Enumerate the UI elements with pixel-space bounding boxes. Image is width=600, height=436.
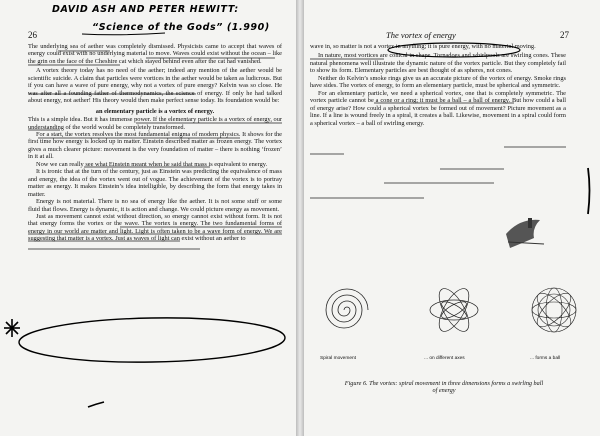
ball-drawing xyxy=(532,288,576,332)
figure-label: ... forms a ball xyxy=(530,356,561,361)
asterisk-mark xyxy=(4,319,20,337)
paragraph: Just as movement cannot exist without direction, so energy cannot exist without form. It is not that energy forms the vortex or the wave. The vortex is energy. The two fundamental forms of energy in our world are matter and light. Light is often taken to be a wave form of energy. We are suggesting that matter is a vortex. Just as waves of light can exist without an aether to xyxy=(28,212,282,243)
paragraph: wave in, so matter is not a vortex in anything; it is pure energy, with no material moving. xyxy=(310,43,536,50)
left-page-number: 26 xyxy=(28,30,37,40)
paragraph: For a start, the vortex resolves the most fundamental enigma of modern physics. It shows for the first time how energy is locked up in matter. Einstein described matter as frozen energy. The vortex gives a much clearer picture: movement is the very foundation of matter – there is nothing ‘frozen’ in it at all. xyxy=(28,130,282,161)
paragraph: This is a simple idea. But it has immense power. If the elementary particle is a vortex of energy, our understanding of the world would be completely transformed. xyxy=(28,116,282,131)
figure-label: Spiral movement xyxy=(320,356,356,361)
right-page-number: 27 xyxy=(560,30,569,40)
tornado-sketch xyxy=(500,214,550,254)
figure-label: ... on different axes xyxy=(424,356,465,361)
paragraph: In nature, most vortices are conical in shape. Tornadoes and whirlpools are swirling cones. These natural phenomena well illustrate the dynamic nature of the vortex particle. But they completely fail to show its form. Elementary particles are best thought of as spheres, not cones. xyxy=(310,52,566,75)
book-gutter xyxy=(296,0,304,436)
right-page xyxy=(304,0,600,436)
spiral-drawing xyxy=(326,289,368,328)
handwritten-authors: DAVID ASH AND PETER HEWITT: xyxy=(52,4,239,15)
key-statement: an elementary particle is a vortex of energy. xyxy=(95,107,215,115)
paragraph: Energy is not material. There is no sea of energy like the aether. It is not some stuff or some fluid that flows. Energy is dynamic, it is action and change. We could picture energy as movement. xyxy=(28,198,282,213)
paragraph: Now we can really see what Einstein meant when he said that mass is equivalent to energy. xyxy=(36,160,268,168)
paragraph: A vortex theory today has no need of the aether; indeed any mention of the aether would be scientific suicide. A claim that particles were vortices in the aether would be taken as ludicrous. But if you can have a wave of pure energy, why not a vortex of pure energy? Kelvin was so close. He was after all a founding father of thermodynamics, the science of energy. If only he had talked about energy, not aether! His theory would then make perfect sense today. Its foundation would be: xyxy=(28,67,282,105)
paragraph: It is ironic that at the turn of the century, just as Einstein was predicting the equivalence of mass and energy, the idea of the vortex went out of vogue. The achievement of the vortex is to portray matter as energy. It makes Einstein’s idea intelligible, by describing the form that energy takes in matter. xyxy=(28,168,282,198)
left-pen-annotations xyxy=(0,0,296,436)
figure-caption: Figure 6. The vortex: spiral movement in three dimensions forms a swirling ball of energy xyxy=(344,380,544,395)
paragraph: The underlying sea of aether was completely dismissed. Physicists came to accept that waves of energy could exist with no underlying material to move. Waves could exist without the ocean – like the grin on the face of the Cheshire cat which stayed behind even after the cat had vanished. xyxy=(28,43,282,65)
paragraph: Neither do Kelvin’s smoke rings give us an accurate picture of the vortex of energy. Smoke rings have sides. The vortex of energy, to form an elementary particle, must be spherical and symmetric. xyxy=(310,74,566,90)
handwritten-book-title: “Science of the Gods” (1.990) xyxy=(92,22,270,33)
running-head: The vortex of energy xyxy=(386,30,456,40)
left-page xyxy=(0,0,296,436)
crossed-loops-drawing xyxy=(430,284,478,336)
paragraph: For an elementary particle, we need a spherical vortex, one that is completely symmetric. The vortex particle cannot be a cone or a ring; it must be a ball – a ball of energy. But how could a ball of energy arise? How could a spherical vortex be formed out of movement? Picture movement as a line. If a line is wound freely in a spiral, it creates a ball. Likewise, movement in a spiral could form a spherical vortex – a ball of swirling energy. xyxy=(310,89,566,127)
